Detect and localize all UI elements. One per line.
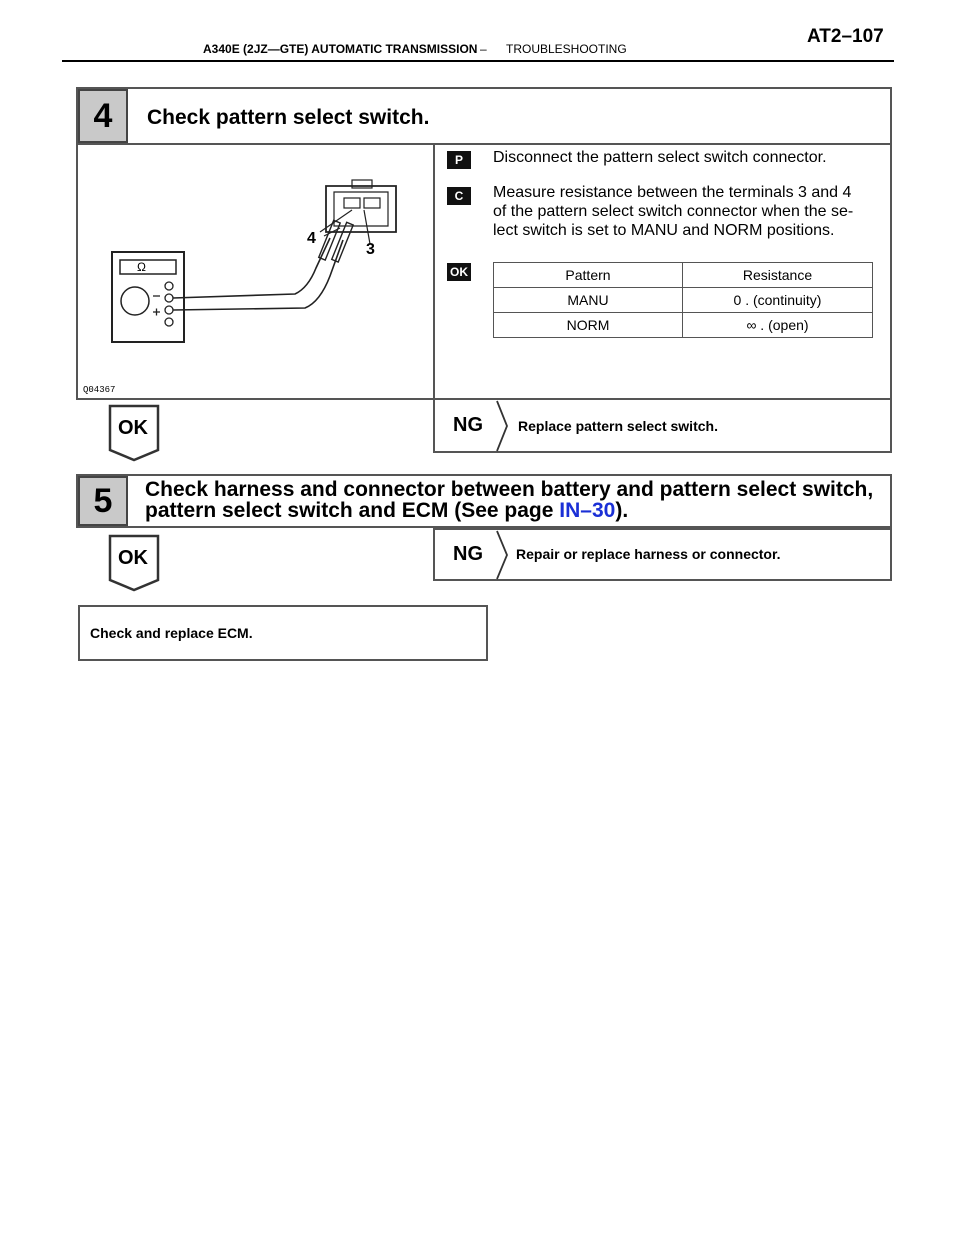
table-cell-pattern: MANU (494, 288, 683, 313)
meter-ohm-symbol: Ω (137, 260, 146, 274)
terminal-4-label: 4 (307, 230, 316, 247)
page-reference-link[interactable]: IN–30 (559, 499, 616, 522)
header-subsection: TROUBLESHOOTING (506, 42, 627, 56)
step5-ng-action: Repair or replace harness or connector. (516, 546, 781, 562)
step5-title-line2 (145, 499, 628, 523)
figure-code: Q04367 (83, 385, 116, 395)
step4-ok-label: OK (118, 417, 148, 439)
resistance-table (493, 262, 873, 338)
step4-divider (433, 145, 435, 398)
table-header-row (494, 263, 873, 288)
step5-ok-label: OK (118, 547, 148, 569)
step4-title: Check pattern select switch. (147, 106, 430, 129)
step4-ng-chevron (495, 400, 509, 452)
step5-number: 5 (78, 476, 128, 526)
page-number: AT2–107 (807, 26, 884, 47)
step5-ng-label: NG (453, 543, 483, 565)
header-separator: – (480, 42, 487, 56)
step5-title-line1: Check harness and connector between battery and pattern select switch, (145, 478, 874, 501)
table-cell-pattern: NORM (494, 313, 683, 338)
table-row (494, 313, 873, 338)
header-rule (62, 60, 894, 62)
check-text-line2: of the pattern select switch connector when the se- (493, 203, 854, 220)
terminal-3-label: 3 (366, 241, 375, 258)
table-cell-resistance: ∞ . (open) (683, 313, 873, 338)
ok-badge: OK (447, 263, 471, 281)
step4-number: 4 (78, 89, 128, 143)
step5-ng-chevron (495, 530, 509, 580)
step4-ng-label: NG (453, 414, 483, 436)
ohmmeter-diagram (80, 176, 420, 386)
prepare-badge: P (447, 151, 471, 169)
prepare-text: Disconnect the pattern select switch connector. (493, 149, 827, 166)
step5-title-line2-text: pattern select switch and ECM (See page (145, 499, 560, 522)
step5-title-line2-end: ). (615, 499, 629, 522)
table-header-pattern: Pattern (494, 263, 683, 288)
table-header-resistance: Resistance (683, 263, 873, 288)
step4-ng-action: Replace pattern select switch. (518, 418, 718, 434)
header-section: A340E (2JZ—GTE) AUTOMATIC TRANSMISSION (203, 42, 478, 56)
check-badge: C (447, 187, 471, 205)
check-text-line3: lect switch is set to MANU and NORM positions. (493, 222, 835, 239)
table-cell-resistance: 0 . (continuity) (683, 288, 873, 313)
check-text-line1: Measure resistance between the terminals 3 and 4 (493, 184, 852, 201)
table-row (494, 288, 873, 313)
final-step-text: Check and replace ECM. (90, 625, 253, 641)
